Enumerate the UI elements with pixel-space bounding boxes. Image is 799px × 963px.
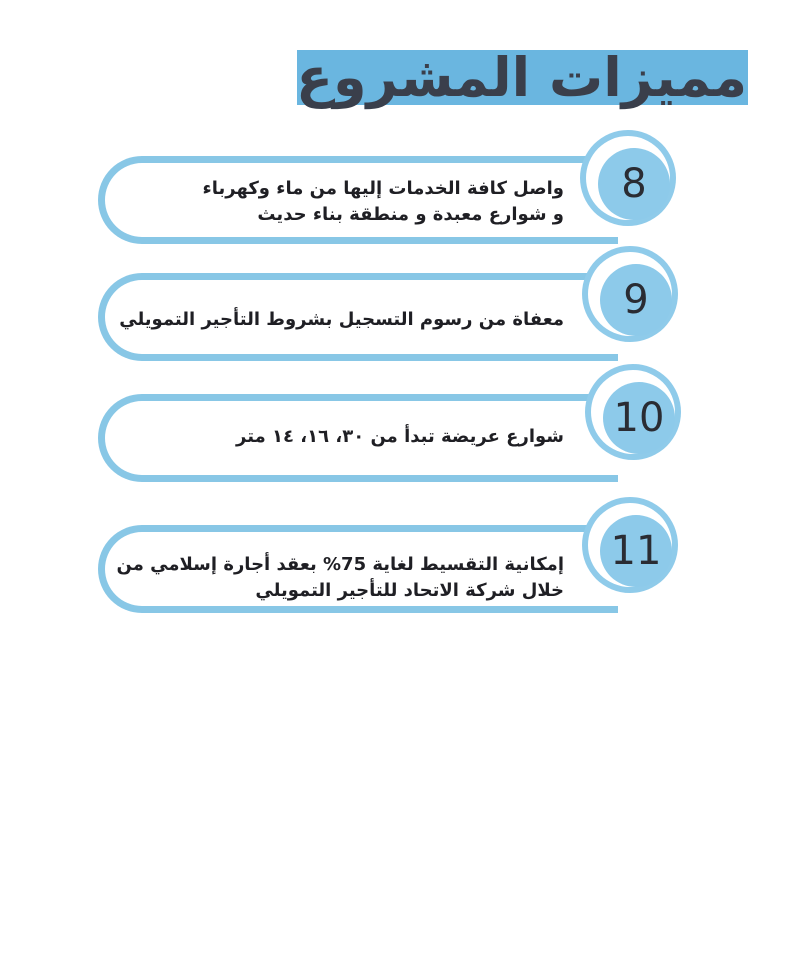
feature-item-9 (0, 246, 799, 366)
feature-text-line: خلال شركة الاتحاد للتأجير التمويلي (255, 580, 564, 601)
feature-text (144, 424, 564, 450)
feature-number: 9 (600, 264, 672, 336)
feature-text (116, 552, 564, 604)
feature-text-line: شوارع عريضة تبدأ من ٣٠، ١٦، ١٤ متر (236, 426, 564, 447)
feature-number: 8 (598, 148, 670, 220)
feature-text-line: معفاة من رسوم التسجيل بشروط التأجير التمويلي (119, 309, 564, 330)
feature-text-line: إمكانية التقسيط لغاية 75% بعقد أجارة إسلامي من (116, 554, 564, 575)
feature-number: 10 (603, 382, 675, 454)
feature-number-badge (582, 497, 678, 593)
feature-text-line: واصل كافة الخدمات إليها من ماء وكهرباء (202, 178, 564, 199)
feature-number-badge (580, 130, 676, 226)
feature-number-badge (585, 364, 681, 460)
feature-number: 11 (600, 515, 672, 587)
feature-text-line: و شوارع معبدة و منطقة بناء حديث (257, 204, 564, 225)
page-title: مميزات المشروع (296, 46, 747, 109)
feature-item-8 (0, 130, 799, 250)
feature-number-badge (582, 246, 678, 342)
feature-text (119, 307, 564, 333)
feature-item-11 (0, 497, 799, 617)
feature-item-10 (0, 364, 799, 484)
feature-text (144, 176, 564, 228)
